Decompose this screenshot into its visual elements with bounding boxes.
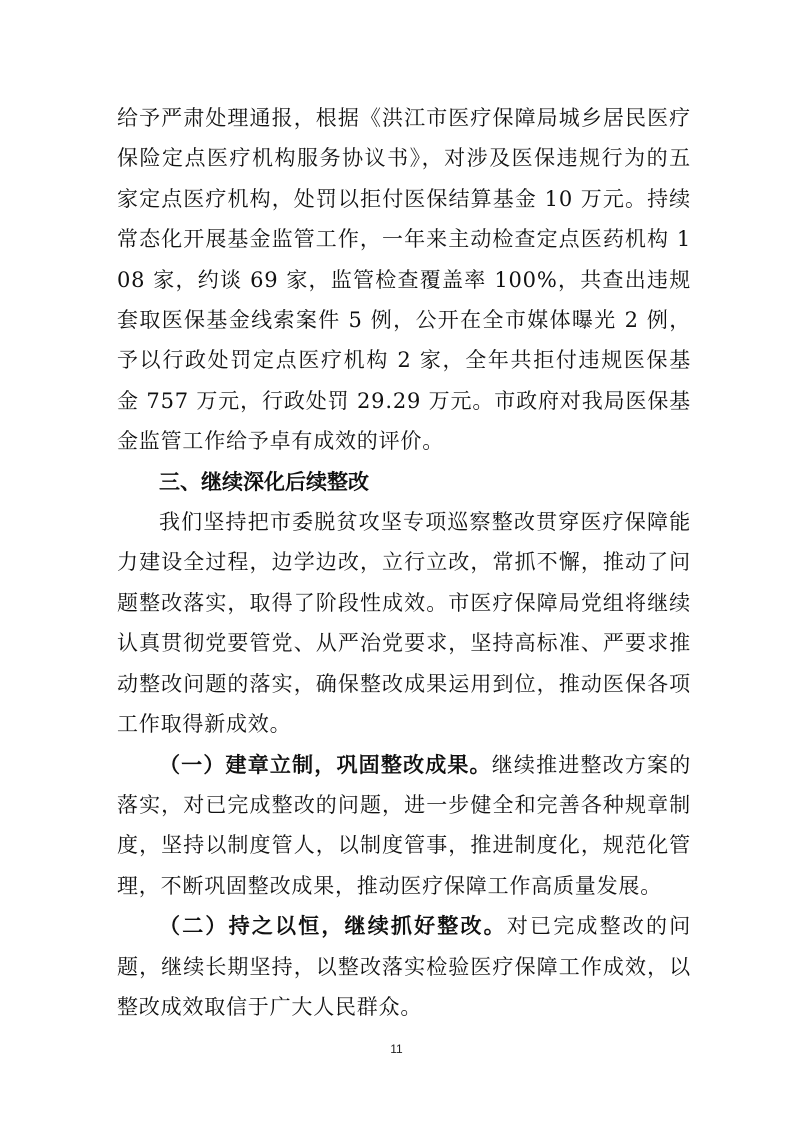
item-persevere bbox=[117, 906, 691, 1027]
paragraph-fund-supervision: 给予严肃处理通报，根据《洪江市医疗保障局城乡居民医疗保险定点医疗机构服务协议书》，对涉及医保违规行为的五家定点医疗机构，处罚以拒付医保结算基金 10 万元。持续常态化开展基金监管工作，一年来主动检查定点医药机构 108 家，约谈 69 家，监管检查覆盖率 100%，共查出违规套取医保基金线索案件 5 例，公开在全市媒体曝光 2 例，予以行政处罚定点医疗机构 2 家，全年共拒付违规医保基金 757 万元，行政处罚 29.29 万元。市政府对我局医保基金监管工作给予卓有成效的评价。 bbox=[117, 106, 691, 454]
item-establish-rules-lead: （一）建章立制，巩固整改成果。 bbox=[159, 752, 492, 777]
item-persevere-body: 对已完成整改的问题，继续长期坚持，以整改落实检验医疗保障工作成效，以整改成效取信于广大人民群众。 bbox=[117, 914, 691, 1019]
page-number: 11 bbox=[390, 1042, 403, 1056]
page-body bbox=[117, 98, 691, 1027]
section-heading: 三、继续深化后续整改 bbox=[159, 469, 369, 494]
paragraph-rectification: 我们坚持把市委脱贫攻坚专项巡察整改贯穿医疗保障能力建设全过程，边学边改，立行立改，常抓不懈，推动了问题整改落实，取得了阶段性成效。市医疗保障局党组将继续认真贯彻党要管党、从严治党要求，坚持高标准、严要求推动整改问题的落实，确保整改成果运用到位，推动医保各项工作取得新成效。 bbox=[117, 510, 691, 737]
item-establish-rules bbox=[117, 745, 691, 907]
item-establish-rules-body: 继续推进整改方案的落实，对已完成整改的问题，进一步健全和完善各种规章制度，坚持以制度管人，以制度管事，推进制度化，规范化管理，不断巩固整改成果，推动医疗保障工作高质量发展。 bbox=[117, 752, 692, 898]
item-persevere-lead: （二）持之以恒，继续抓好整改。 bbox=[159, 914, 507, 939]
